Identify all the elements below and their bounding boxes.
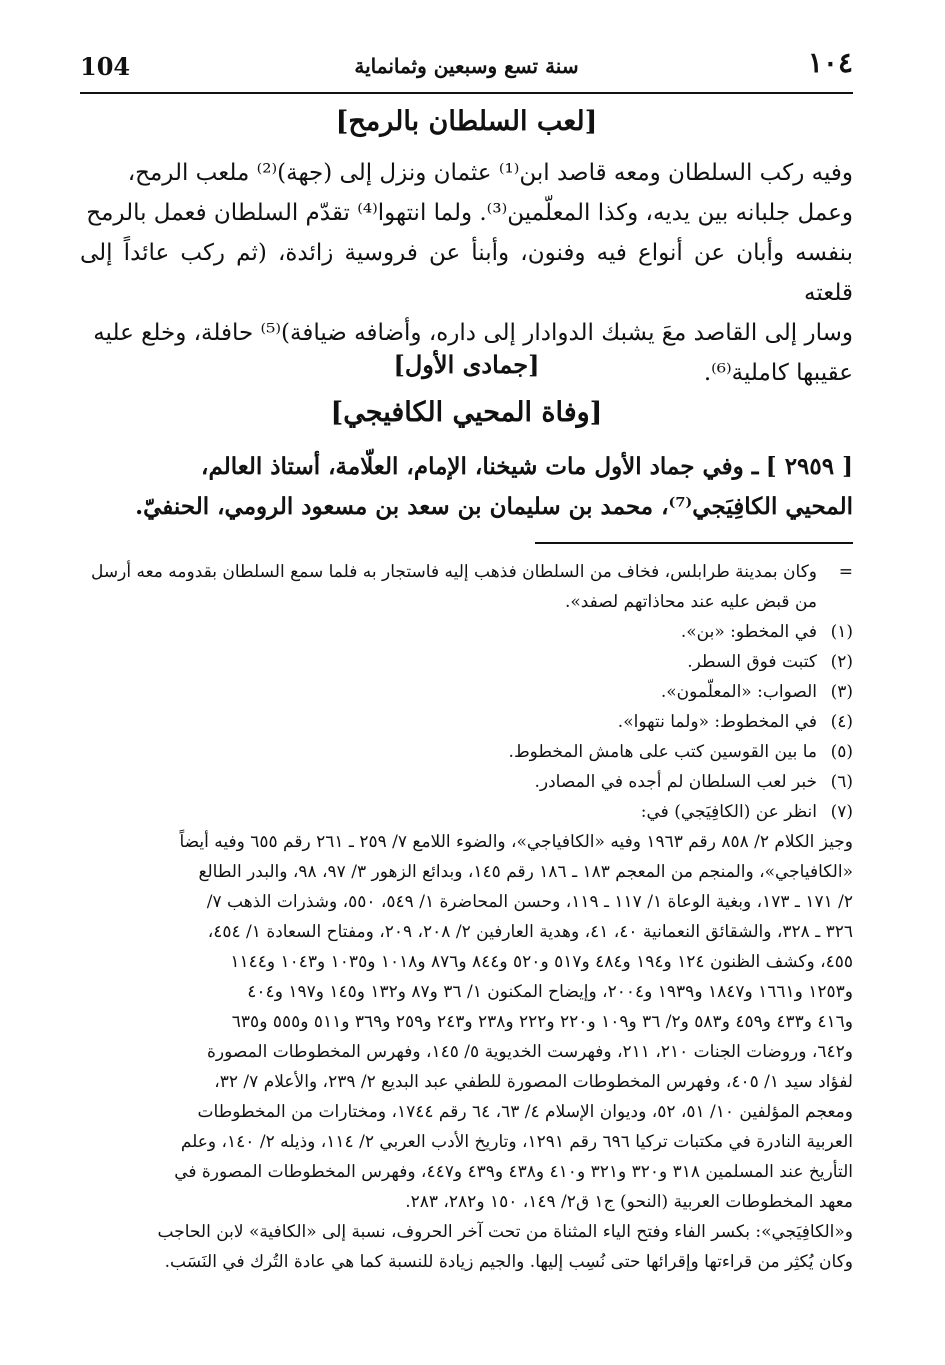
footnote-text: خبر لعب السلطان لم أجده في المصادر. bbox=[534, 772, 817, 792]
source-line: ٤٥٥، وكشف الظنون ١٢٤ و١٩٤ و٤٨٤ و٥١٧ و٥٢٠ و٨٤٤ و٨٧٦ و١٠١٨ و١٠٣٥ و١٠٤٣ و١١٤٤ bbox=[230, 952, 853, 972]
footnote-item bbox=[80, 617, 853, 647]
footnote-item bbox=[80, 677, 853, 707]
entry-line: المحيي الكافِيَجي⁽⁷⁾، محمد بن سليمان بن سعد بن مسعود الرومي، الحنفيّ. bbox=[135, 493, 853, 520]
footnote-number: (٤) bbox=[830, 712, 853, 732]
section-heading-jumada: [جمادى الأول] bbox=[393, 350, 540, 379]
source-line: «الكافياجي»، والمنجم من المعجم ١٨٣ ـ ١٨٦ رقم ١٤٥، وبدائع الزهور ٣/ ٩٧، ٩٨، والبدر الطالع bbox=[198, 862, 853, 882]
source-line: و٦٤٢، وروضات الجنات ٢١٠، ٢١١، وفهرست الخديوية ٥/ ١٤٥، وفهرس المخطوطات المصورة bbox=[206, 1042, 853, 1062]
section-heading-sultan-lance: [لعب السلطان بالرمح] bbox=[335, 106, 598, 137]
obituary-entry bbox=[80, 447, 853, 527]
footnote-number: (٥) bbox=[830, 742, 853, 762]
footnote-text: من قبض عليه عند محاذاتهم لصفد». bbox=[564, 592, 817, 612]
page-number-latin: 104 bbox=[80, 52, 131, 81]
footnote-text: في المخطوط: «ولما نتهوا». bbox=[617, 712, 817, 732]
source-line: معهد المخطوطات العربية (النحو) ج١ ق٢/ ١٤٩، ١٥٠ و٢٨٢، ٢٨٣. bbox=[405, 1192, 853, 1212]
footnote-number: (٦) bbox=[830, 772, 853, 792]
source-line: و٤١٦ و٤٣٣ و٤٥٩ و٥٨٣ و٢/ ٣٦ و١٠٩ و٢٢٠ و٢٢٢ و٢٣٨ و٢٤٣ و٢٥٩ و٣٦٩ و٥١١ و٥٥٥ و٦٣٥ bbox=[231, 1012, 853, 1032]
body-line: عقيبها كاملية⁽⁶⁾. bbox=[703, 360, 853, 386]
footnote-text: ما بين القوسين كتب على هامش المخطوط. bbox=[508, 742, 817, 762]
entry-number: [ ٢٩٥٩ ] bbox=[765, 453, 853, 480]
footnote-item bbox=[80, 737, 853, 767]
footnote-text: الصواب: «المعلّمون». bbox=[660, 682, 817, 702]
source-line: وجيز الكلام ٢/ ٨٥٨ رقم ١٩٦٣ وفيه «الكافياجي»، والضوء اللامع ٧/ ٢٥٩ ـ ٢٦١ رقم ٦٥٥ وفيه أيضاً bbox=[179, 832, 853, 852]
footnote-divider bbox=[535, 542, 853, 544]
footnote-number: (٣) bbox=[830, 682, 853, 702]
footnote-number: (٧) bbox=[830, 802, 853, 822]
page-number-arabic: ١٠٤ bbox=[807, 46, 853, 79]
footnote-text: كتبت فوق السطر. bbox=[687, 652, 817, 672]
footnote-item bbox=[80, 647, 853, 677]
footnotes bbox=[80, 557, 853, 1277]
footnote-item bbox=[80, 797, 853, 827]
footnote-text: انظر عن (الكافِيَجي) في: bbox=[640, 802, 817, 822]
gloss-line: وكان يُكثِر من قراءتها وإقرائها حتى نُسِب إليها. والجيم زيادة للنسبة كما هي عادة التُرك في النَسَب. bbox=[164, 1252, 853, 1272]
footnote-number: (١) bbox=[830, 622, 853, 642]
footnote-text: في المخطو: «بن». bbox=[680, 622, 817, 642]
continuation-mark: = bbox=[838, 562, 853, 582]
footnote-item bbox=[80, 767, 853, 797]
source-line: و١٢٥٣ و١٦٦١ و١٨٤٧ و١٩٣٩ و٢٠٠٤، وإيضاح المكنون ١/ ٣٦ و٨٧ و١٣٢ و١٤٥ و١٩٧ و٤٠٤ bbox=[247, 982, 853, 1002]
footnote-item bbox=[80, 707, 853, 737]
section-heading-death-kafiyaji: [وفاة المحيي الكافيجي] bbox=[330, 397, 603, 428]
source-line: ومعجم المؤلفين ١٠/ ٥١، ٥٢، وديوان الإسلام ٤/ ٦٣، ٦٤ رقم ١٧٤٤، ومختارات من المخطوطات bbox=[197, 1102, 853, 1122]
page-header bbox=[80, 40, 853, 94]
source-line: لفؤاد سيد ١/ ٤٠٥، وفهرس المخطوطات المصورة للطفي عبد البديع ٢/ ٢٣٩، والأعلام ٧/ ٣٢، bbox=[214, 1072, 853, 1092]
footnote-number: (٢) bbox=[830, 652, 853, 672]
body-line: بنفسه وأبان عن أنواع فيه وفنون، وأبنأ عن فروسية زائدة، (ثم ركب عائداً إلى قلعته bbox=[80, 240, 853, 306]
source-line: ٣٢٦ ـ ٣٢٨، والشقائق النعمانية ٤٠، ٤١، وهدية العارفين ٢/ ٢٠٨، ٢٠٩، ومفتاح السعادة ١/ ٤٥٤، bbox=[207, 922, 853, 942]
body-line: وفيه ركب السلطان ومعه قاصد ابن⁽¹⁾ عثمان ونزل إلى (جهة)⁽²⁾ ملعب الرمح، bbox=[127, 160, 853, 186]
gloss-line: و«الكافِيَجي»: بكسر الفاء وفتح الياء المثناة من تحت آخر الحروف، نسبة إلى «الكافية» لابن الحاجب bbox=[157, 1222, 853, 1242]
footnote-continuation bbox=[80, 557, 853, 587]
source-line: العربية النادرة في مكتبات تركيا ٦٩٦ رقم ١٢٩١، وتاريخ الأدب العربي ٢/ ١١٤، وذيله ٢/ ١٤٠، وعلم bbox=[180, 1132, 853, 1152]
footnote-text: وكان بمدينة طرابلس، فخاف من السلطان فذهب إليه فاستجار به فلما سمع السلطان بقدومه معه أرسل bbox=[91, 562, 817, 582]
entry-line-rest: ـ وفي جماد الأول مات شيخنا، الإمام، العلّامة، أستاذ العالم، bbox=[201, 453, 759, 480]
body-line: وسار إلى القاصد معَ يشبك الدوادار إلى داره، وأضافه ضيافة)⁽⁵⁾ حافلة، وخلع عليه bbox=[93, 320, 853, 346]
entry-line bbox=[80, 447, 853, 487]
source-line: التأريخ عند المسلمين ٣١٨ و٣٢٠ و٣٢١ و٤١٠ و٤٣٨ و٤٣٩ و٤٤٧، وفهرس المخطوطات المصورة في bbox=[174, 1162, 853, 1182]
source-line: ٢/ ١٧١ ـ ١٧٣، وبغية الوعاة ١/ ١١٧ ـ ١١٩، وحسن المحاضرة ١/ ٥٤٩، ٥٥٠، وشذرات الذهب ٧/ bbox=[206, 892, 853, 912]
running-title: سنة تسع وسبعين وثمانماية bbox=[354, 54, 579, 78]
body-line: وعمل جلبانه بين يديه، وكذا المعلّمين⁽³⁾. ولما انتهوا⁽⁴⁾ تقدّم السلطان فعمل بالرمح bbox=[86, 200, 853, 226]
